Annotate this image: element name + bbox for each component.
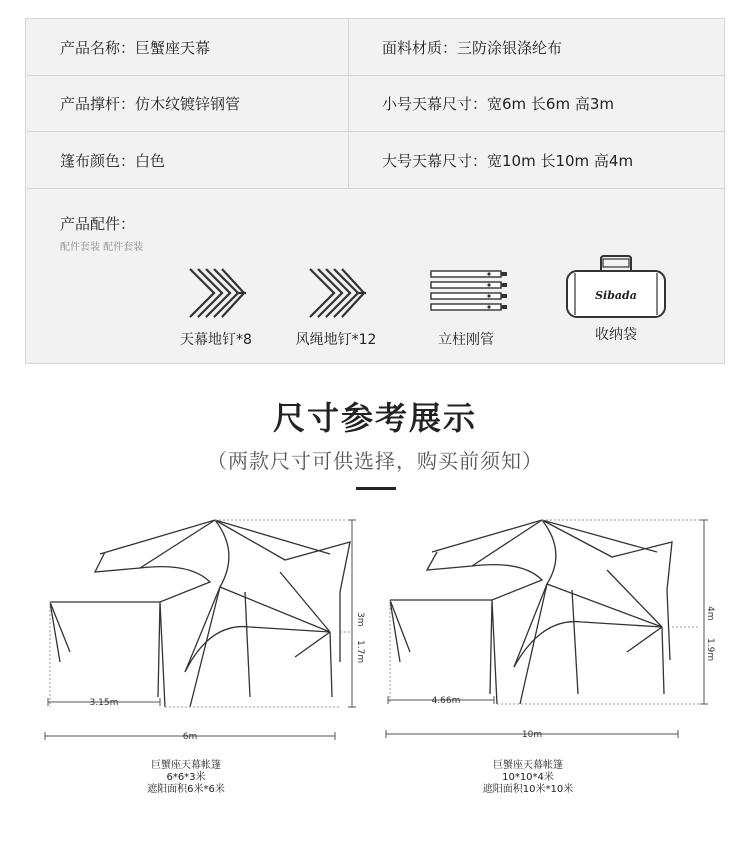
width-label: 10m <box>521 730 543 740</box>
height-side-label: 1.7m <box>355 640 365 664</box>
accessory-label: 天幕地钉*8 <box>180 332 252 348</box>
caption-small <box>86 760 286 796</box>
stake-icon <box>304 267 368 319</box>
accessories-title: 产品配件： <box>60 215 136 233</box>
section-title: 尺寸参考展示 <box>272 399 477 437</box>
spec-table <box>25 18 725 364</box>
pole-icon <box>421 267 511 319</box>
stake-icon <box>184 267 248 319</box>
accessory-item <box>156 267 276 349</box>
spec-fabric: 面料材质：三防涂银涤纶布 <box>382 38 563 57</box>
inner-width-label: 3.15m <box>89 698 119 708</box>
height-total-label: 3m <box>355 612 365 627</box>
spec-pole: 产品撑杆：仿木纹镀锌钢管 <box>60 95 241 113</box>
bag-icon <box>561 255 671 319</box>
accessory-item <box>406 267 526 349</box>
accessory-label: 风绳地钉*12 <box>295 332 377 348</box>
caption-size: 10*10*4米 <box>502 772 554 783</box>
spec-row <box>26 76 724 132</box>
tent-diagram-small <box>40 512 370 752</box>
accessories-subtitle: 配件套装 配件套装 <box>60 242 144 253</box>
spec-small-size: 小号天幕尺寸：宽6m 长6m 高3m <box>382 95 615 113</box>
spec-row <box>26 132 724 189</box>
accessory-label: 收纳袋 <box>595 327 637 343</box>
caption-area: 遮阳面积10米*10米 <box>482 784 574 795</box>
caption-large <box>428 760 628 796</box>
accessory-label: 立柱刚管 <box>438 332 494 348</box>
width-label: 6m <box>182 732 198 742</box>
spec-row <box>26 19 724 76</box>
tent-diagram-large <box>382 512 722 752</box>
section-subtitle: （两款尺寸可供选择，购买前须知） <box>207 449 543 473</box>
inner-width-label: 4.66m <box>431 696 461 706</box>
height-total-label: 4m <box>705 606 715 621</box>
accessory-item <box>276 267 396 349</box>
section-divider <box>356 487 396 490</box>
bag-brand: Sibada <box>595 289 637 302</box>
caption-area: 遮阳面积6米*6米 <box>147 784 225 795</box>
caption-name: 巨蟹座天幕帐篷 <box>493 760 563 771</box>
accessory-item <box>556 255 676 344</box>
column-divider <box>348 19 349 189</box>
caption-name: 巨蟹座天幕帐篷 <box>151 760 221 771</box>
spec-large-size: 大号天幕尺寸：宽10m 长10m 高4m <box>382 151 634 170</box>
spec-name: 产品名称：巨蟹座天幕 <box>60 38 211 57</box>
spec-color: 篷布颜色：白色 <box>60 151 166 170</box>
caption-size: 6*6*3米 <box>166 772 206 783</box>
height-side-label: 1.9m <box>705 638 715 662</box>
